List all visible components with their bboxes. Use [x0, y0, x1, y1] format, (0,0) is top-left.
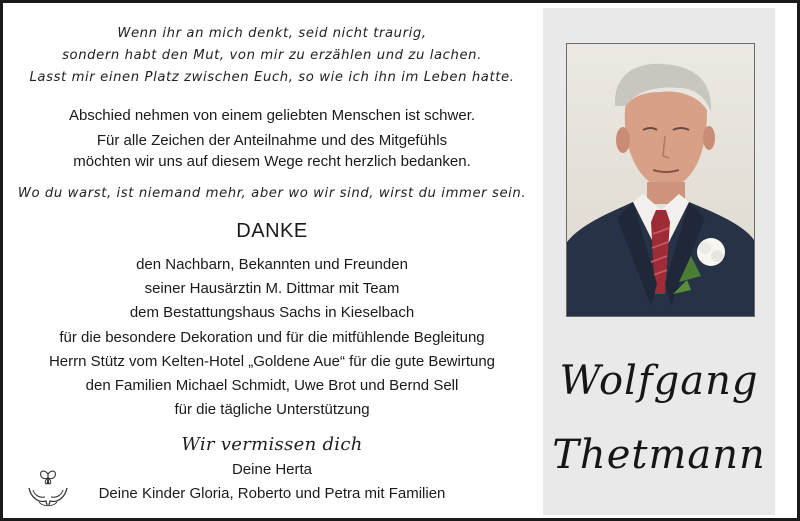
deceased-first-name: Wolfgang — [559, 358, 759, 404]
thanks-item: den Nachbarn, Bekannten und Freunden — [136, 256, 408, 273]
miss-line: Wir vermissen dich — [181, 434, 363, 455]
portrait-illustration — [567, 44, 754, 316]
verse-bottom: Wo du warst, ist niemand mehr, aber wo wir sind, wirst du immer sein. — [17, 186, 527, 201]
thanks-item: dem Bestattungshaus Sachs in Kieselbach — [129, 304, 415, 322]
paragraph-thanks — [3, 130, 541, 172]
paragraph-thanks-line: möchten wir uns auf diesem Wege recht herzlich bedanken. — [73, 153, 471, 170]
thanks-item: seiner Hausärztin M. Dittmar mit Team — [144, 280, 400, 298]
portrait-panel — [543, 8, 775, 515]
text-column — [3, 3, 541, 518]
verse-top-line: Lasst mir einen Platz zwischen Euch, so wie ich ihn im Leben hatte. — [29, 70, 515, 85]
paragraph-thanks-line: Für alle Zeichen der Anteilnahme und des Mitgefühls — [96, 132, 448, 149]
thanks-item: den Familien Michael Schmidt, Uwe Brot und Bernd Sell — [85, 376, 459, 394]
signature-spouse: Deine Herta — [231, 461, 313, 478]
signature-children: Deine Kinder Gloria, Roberto und Petra mit Familien — [98, 485, 446, 502]
paragraph-farewell: Abschied nehmen von einem geliebten Menschen ist schwer. — [68, 107, 476, 124]
deceased-last-name: Thetmann — [552, 432, 766, 478]
thanks-item: für die tägliche Unterstützung — [174, 401, 370, 419]
verse-top-line: Wenn ihr an mich denkt, seid nicht traurig, — [117, 26, 427, 41]
portrait-photo — [566, 43, 755, 317]
danke-heading: DANKE — [236, 220, 308, 242]
hands-holding-butterfly-icon — [25, 468, 71, 508]
thanks-list — [3, 253, 541, 422]
verse-top-line: sondern habt den Mut, von mir zu erzählen und zu lachen. — [62, 48, 482, 63]
thanks-item: Herrn Stütz vom Kelten-Hotel „Goldene Aue“ für die gute Bewirtung — [48, 352, 496, 370]
verse-top — [3, 23, 541, 89]
thanks-item: für die besondere Dekoration und für die mitfühlende Begleitung — [59, 328, 485, 346]
